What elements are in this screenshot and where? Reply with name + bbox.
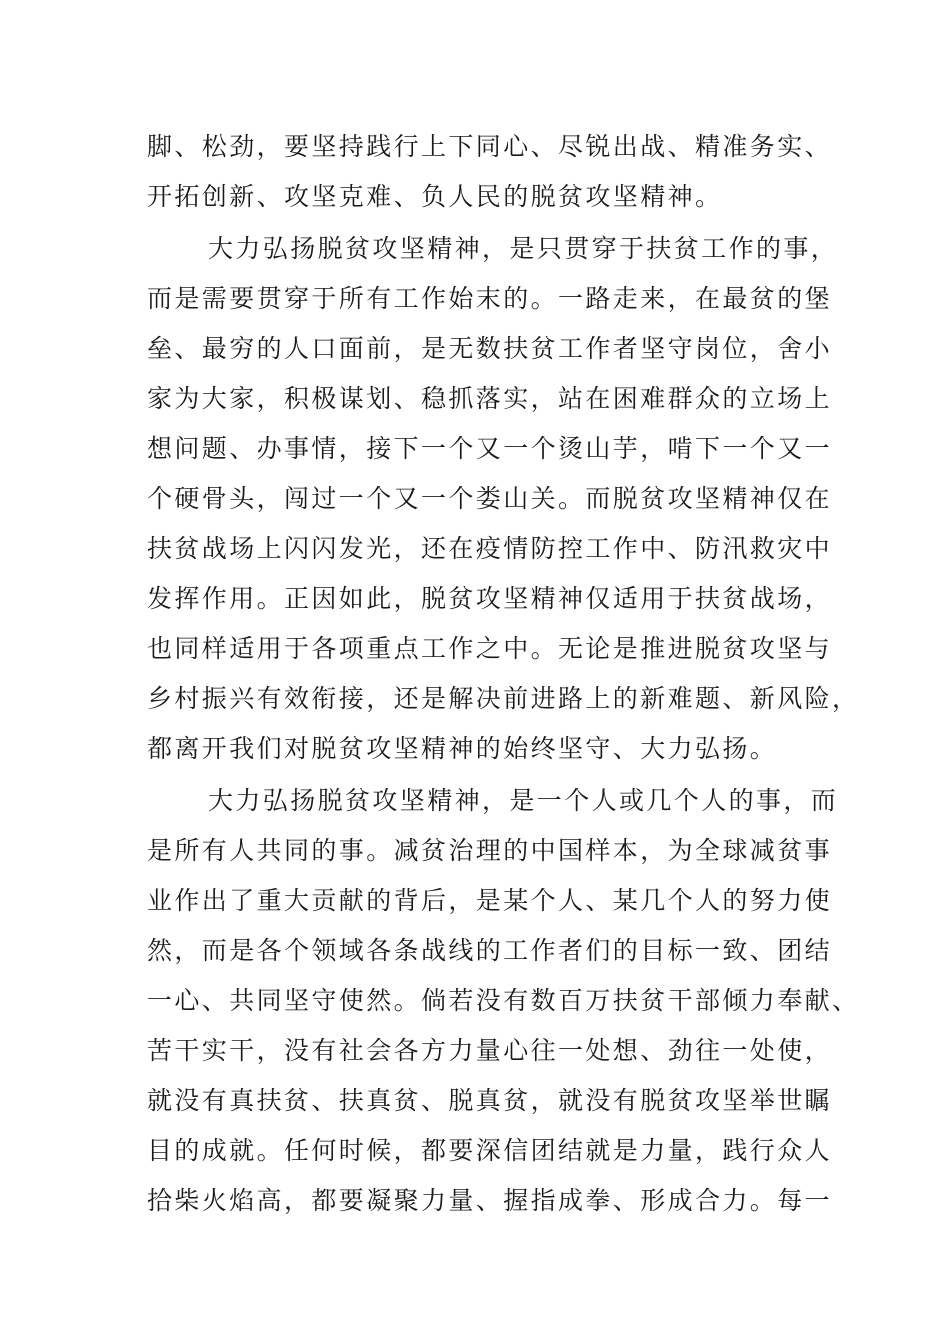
text-line: 苦干实干，没有社会各方力量心往一处想、劲往一处使， xyxy=(147,1036,833,1065)
paragraph-first-line: 大力弘扬脱贫攻坚精神，是只贯穿于扶贫工作的事， xyxy=(208,234,839,263)
text-line: 业作出了重大贡献的背后，是某个人、某几个人的努力使 xyxy=(147,886,833,915)
text-line: 脚、松劲，要坚持践行上下同心、尽锐出战、精准务实、 xyxy=(147,132,833,161)
text-line: 发挥作用。正因如此，脱贫攻坚精神仅适用于扶贫战场， xyxy=(147,584,833,613)
text-line: 目的成就。任何时候，都要深信团结就是力量，践行众人 xyxy=(147,1136,833,1165)
text-line: 而是需要贯穿于所有工作始末的。一路走来，在最贫的堡 xyxy=(147,284,833,313)
text-line: 然，而是各个领域各条战线的工作者们的目标一致、团结 xyxy=(147,936,833,965)
paragraph-first-line: 大力弘扬脱贫攻坚精神，是一个人或几个人的事，而 xyxy=(208,786,839,815)
text-line: 扶贫战场上闪闪发光，还在疫情防控工作中、防汛救灾中 xyxy=(147,534,833,563)
text-line: 垒、最穷的人口面前，是无数扶贫工作者坚守岗位，舍小 xyxy=(147,334,833,363)
text-line: 乡村振兴有效衔接，还是解决前进路上的新难题、新风险， xyxy=(147,684,860,713)
text-line: 家为大家，积极谋划、稳抓落实，站在困难群众的立场上 xyxy=(147,384,833,413)
text-line: 拾柴火焰高，都要凝聚力量、握指成拳、形成合力。每一 xyxy=(147,1186,833,1215)
text-line: 个硬骨头，闯过一个又一个娄山关。而脱贫攻坚精神仅在 xyxy=(147,484,833,513)
text-line: 是所有人共同的事。减贫治理的中国样本，为全球减贫事 xyxy=(147,836,833,865)
text-line: 就没有真扶贫、扶真贫、脱真贫，就没有脱贫攻坚举世瞩 xyxy=(147,1086,833,1115)
text-line: 也同样适用于各项重点工作之中。无论是推进脱贫攻坚与 xyxy=(147,634,833,663)
text-line: 想问题、办事情，接下一个又一个烫山芋，啃下一个又一 xyxy=(147,434,833,463)
text-line: 开拓创新、攻坚克难、负人民的脱贫攻坚精神。 xyxy=(147,182,723,211)
text-line: 都离开我们对脱贫攻坚精神的始终坚守、大力弘扬。 xyxy=(147,734,778,763)
text-line: 一心、共同坚守使然。倘若没有数百万扶贫干部倾力奉献、 xyxy=(147,986,860,1015)
